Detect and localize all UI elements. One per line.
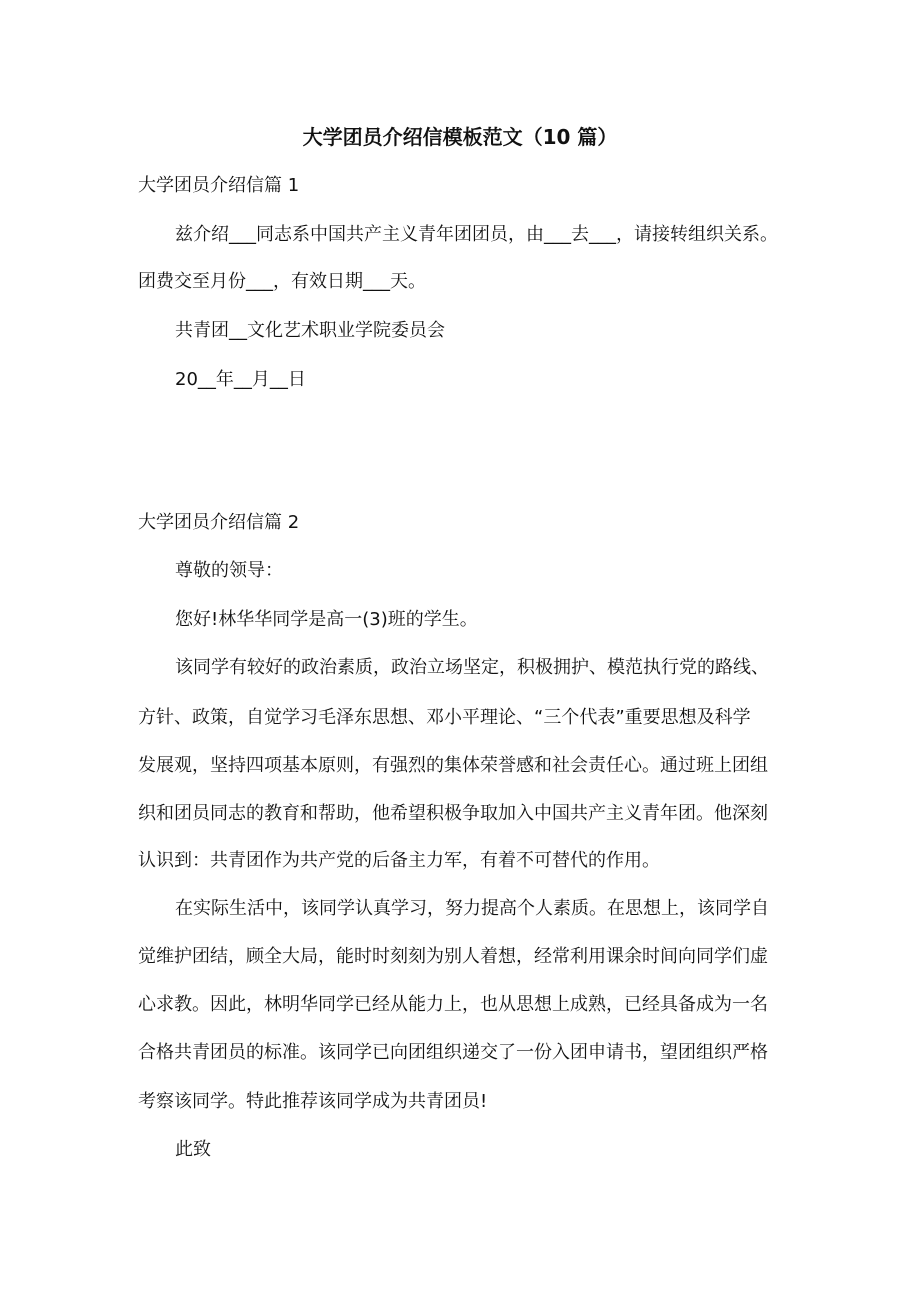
section-heading: 大学团员介绍信篇 1 bbox=[138, 175, 300, 196]
paragraph-line: 发展观，坚持四项基本原则，有强烈的集体荣誉感和社会责任心。通过班上团组 bbox=[138, 755, 768, 776]
paragraph-line: 该同学有较好的政治素质，政治立场坚定，积极拥护、模范执行党的路线、 bbox=[175, 657, 769, 678]
paragraph-line: 方针、政策，自觉学习毛泽东思想、邓小平理论、“三个代表”重要思想及科学 bbox=[138, 707, 751, 728]
paragraph-line: 认识到：共青团作为共产党的后备主力军，有着不可替代的作用。 bbox=[138, 850, 660, 871]
paragraph-line: 觉维护团结，顾全大局，能时时刻刻为别人着想，经常利用课余时间向同学们虚 bbox=[138, 946, 768, 967]
signature-date: 20__年__月__日 bbox=[175, 369, 306, 390]
paragraph-line: 兹介绍___同志系中国共产主义青年团团员，由___去___，请接转组织关系。 bbox=[175, 224, 778, 245]
document-title: 大学团员介绍信模板范文（10 篇） bbox=[302, 125, 618, 149]
paragraph-line: 考察该同学。特此推荐该同学成为共青团员! bbox=[138, 1091, 488, 1112]
signature-org: 共青团__文化艺术职业学院委员会 bbox=[175, 320, 445, 341]
paragraph-line: 心求教。因此，林明华同学已经从能力上，也从思想上成熟，已经具备成为一名 bbox=[138, 994, 768, 1015]
paragraph-line: 团费交至月份___，有效日期___天。 bbox=[138, 271, 426, 292]
salutation: 尊敬的领导： bbox=[175, 560, 283, 581]
paragraph-line: 您好!林华华同学是高一(3)班的学生。 bbox=[175, 609, 478, 630]
paragraph-line: 织和团员同志的教育和帮助，他希望积极争取加入中国共产主义青年团。他深刻 bbox=[138, 803, 768, 824]
paragraph-line: 在实际生活中，该同学认真学习，努力提高个人素质。在思想上，该同学自 bbox=[175, 898, 769, 919]
paragraph-line: 合格共青团员的标准。该同学已向团组织递交了一份入团申请书，望团组织严格 bbox=[138, 1042, 768, 1063]
closing: 此致 bbox=[175, 1139, 211, 1160]
section-heading: 大学团员介绍信篇 2 bbox=[138, 512, 300, 533]
